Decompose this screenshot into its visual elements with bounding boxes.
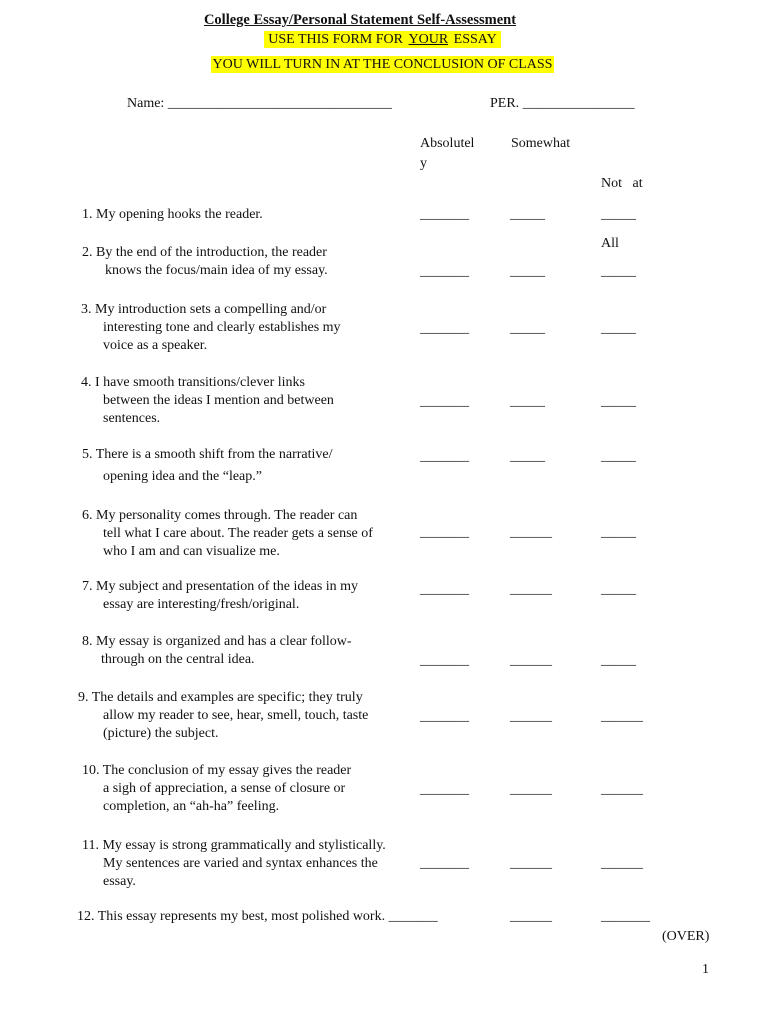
question-text-line: 4. I have smooth transitions/clever links xyxy=(81,375,305,390)
rating-blank-absolutely[interactable]: _______ xyxy=(420,264,469,279)
column-header-somewhat-line-1: Somewhat xyxy=(511,136,571,151)
instruction-use-form-pre: USE THIS FORM FOR xyxy=(268,32,407,47)
question-text-line: 12. This essay represents my best, most polished work. _______ xyxy=(77,909,438,924)
column-header-absolutely-line-2: y xyxy=(420,156,427,171)
column-header-absolutely-line-1: Absolutel xyxy=(420,136,475,151)
rating-blank-absolutely[interactable]: _______ xyxy=(420,394,469,409)
question-text-line: My sentences are varied and syntax enhances the xyxy=(103,856,378,871)
rating-blank-somewhat[interactable]: _____ xyxy=(510,207,545,222)
rating-blank-not-at-all[interactable]: _____ xyxy=(601,525,636,540)
instruction-turn-in xyxy=(0,57,765,73)
question-text-line: essay. xyxy=(103,874,136,889)
question-text-line: 5. There is a smooth shift from the narrative/ xyxy=(82,447,333,462)
question-text-line: a sigh of appreciation, a sense of closure or xyxy=(103,781,346,796)
column-header-not-at-all-line-2: All xyxy=(601,236,619,251)
question-text-line: 11. My essay is strong grammatically and stylistically. xyxy=(82,838,386,853)
question-text-line: 7. My subject and presentation of the ideas in my xyxy=(82,579,359,594)
question-text-line: through on the central idea. xyxy=(101,652,255,667)
question-text-line: opening idea and the “leap.” xyxy=(103,469,262,484)
question-text-line: allow my reader to see, hear, smell, touch, taste xyxy=(103,708,369,723)
question-text-line: completion, an “ah-ha” feeling. xyxy=(103,799,280,814)
rating-blank-not-at-all[interactable]: _____ xyxy=(601,582,636,597)
rating-blank-absolutely[interactable]: _______ xyxy=(420,525,469,540)
rating-blank-absolutely[interactable]: _______ xyxy=(420,709,469,724)
instruction-use-form-post: ESSAY xyxy=(450,32,497,47)
question-text-line: sentences. xyxy=(103,411,161,426)
document-title: College Essay/Personal Statement Self-Assessment xyxy=(203,12,517,28)
rating-blank-absolutely[interactable]: _______ xyxy=(420,582,469,597)
question-text-line: 8. My essay is organized and has a clear follow- xyxy=(82,634,352,649)
question-text-line: 9. The details and examples are specific; they truly xyxy=(78,690,363,705)
rating-blank-somewhat[interactable]: ______ xyxy=(510,909,552,924)
instruction-use-form xyxy=(0,32,765,48)
question-text-line: 10. The conclusion of my essay gives the reader xyxy=(82,763,352,778)
rating-blank-somewhat[interactable]: _____ xyxy=(510,449,545,464)
rating-blank-somewhat[interactable]: _____ xyxy=(510,394,545,409)
rating-blank-somewhat[interactable]: ______ xyxy=(510,653,552,668)
rating-blank-not-at-all[interactable]: ______ xyxy=(601,782,643,797)
name-field: Name: ________________________________ xyxy=(127,96,392,111)
question-text-line: who I am and can visualize me. xyxy=(103,544,280,559)
rating-blank-somewhat[interactable]: ______ xyxy=(510,782,552,797)
question-text-line: between the ideas I mention and between xyxy=(103,393,334,408)
column-header-absolutely xyxy=(420,134,474,174)
rating-blank-not-at-all[interactable]: _____ xyxy=(601,321,636,336)
rating-blank-not-at-all[interactable]: ______ xyxy=(601,709,643,724)
rating-blank-not-at-all[interactable]: _____ xyxy=(601,394,636,409)
instruction-use-form-emphasis: YOUR xyxy=(408,32,449,47)
rating-blank-absolutely[interactable]: _______ xyxy=(420,321,469,336)
question-text-line: voice as a speaker. xyxy=(103,338,208,353)
question-text-line: knows the focus/main idea of my essay. xyxy=(105,263,328,278)
rating-blank-somewhat[interactable]: ______ xyxy=(510,525,552,540)
question-text-line: 6. My personality comes through. The reader can xyxy=(82,508,358,523)
rating-blank-somewhat[interactable]: ______ xyxy=(510,709,552,724)
rating-blank-not-at-all[interactable]: _____ xyxy=(601,449,636,464)
rating-blank-absolutely[interactable]: _______ xyxy=(420,207,469,222)
rating-blank-somewhat[interactable]: _____ xyxy=(510,321,545,336)
rating-blank-not-at-all[interactable]: _____ xyxy=(601,653,636,668)
column-header-not-at-all xyxy=(601,134,643,274)
question-text-line: essay are interesting/fresh/original. xyxy=(103,597,300,612)
question-text-line: (picture) the subject. xyxy=(103,726,219,741)
over-label: (OVER) xyxy=(662,929,710,944)
rating-blank-not-at-all[interactable]: ______ xyxy=(601,856,643,871)
question-text-line: tell what I care about. The reader gets a sense of xyxy=(103,526,373,541)
rating-blank-not-at-all[interactable]: _____ xyxy=(601,264,636,279)
column-header-not-at-all-line-1: Not at xyxy=(601,176,643,191)
rating-blank-somewhat[interactable]: ______ xyxy=(510,856,552,871)
instruction-turn-in-text: YOU WILL TURN IN AT THE CONCLUSION OF CLASS xyxy=(212,57,553,72)
period-field: PER. ________________ xyxy=(490,96,635,111)
rating-blank-absolutely[interactable]: _______ xyxy=(420,449,469,464)
rating-blank-somewhat[interactable]: _____ xyxy=(510,264,545,279)
rating-blank-absolutely[interactable]: _______ xyxy=(420,856,469,871)
rating-blank-absolutely[interactable]: _______ xyxy=(420,782,469,797)
rating-blank-not-at-all[interactable]: _______ xyxy=(601,909,650,924)
rating-blank-absolutely[interactable]: _______ xyxy=(420,653,469,668)
question-text-line: 2. By the end of the introduction, the reader xyxy=(82,245,327,260)
page-number: 1 xyxy=(702,962,709,977)
rating-blank-somewhat[interactable]: ______ xyxy=(510,582,552,597)
question-text-line: interesting tone and clearly establishes my xyxy=(103,320,341,335)
question-text-line: 3. My introduction sets a compelling and/or xyxy=(81,302,327,317)
question-text-line: 1. My opening hooks the reader. xyxy=(82,207,263,222)
column-header-somewhat xyxy=(511,134,570,154)
rating-blank-not-at-all[interactable]: _____ xyxy=(601,207,636,222)
